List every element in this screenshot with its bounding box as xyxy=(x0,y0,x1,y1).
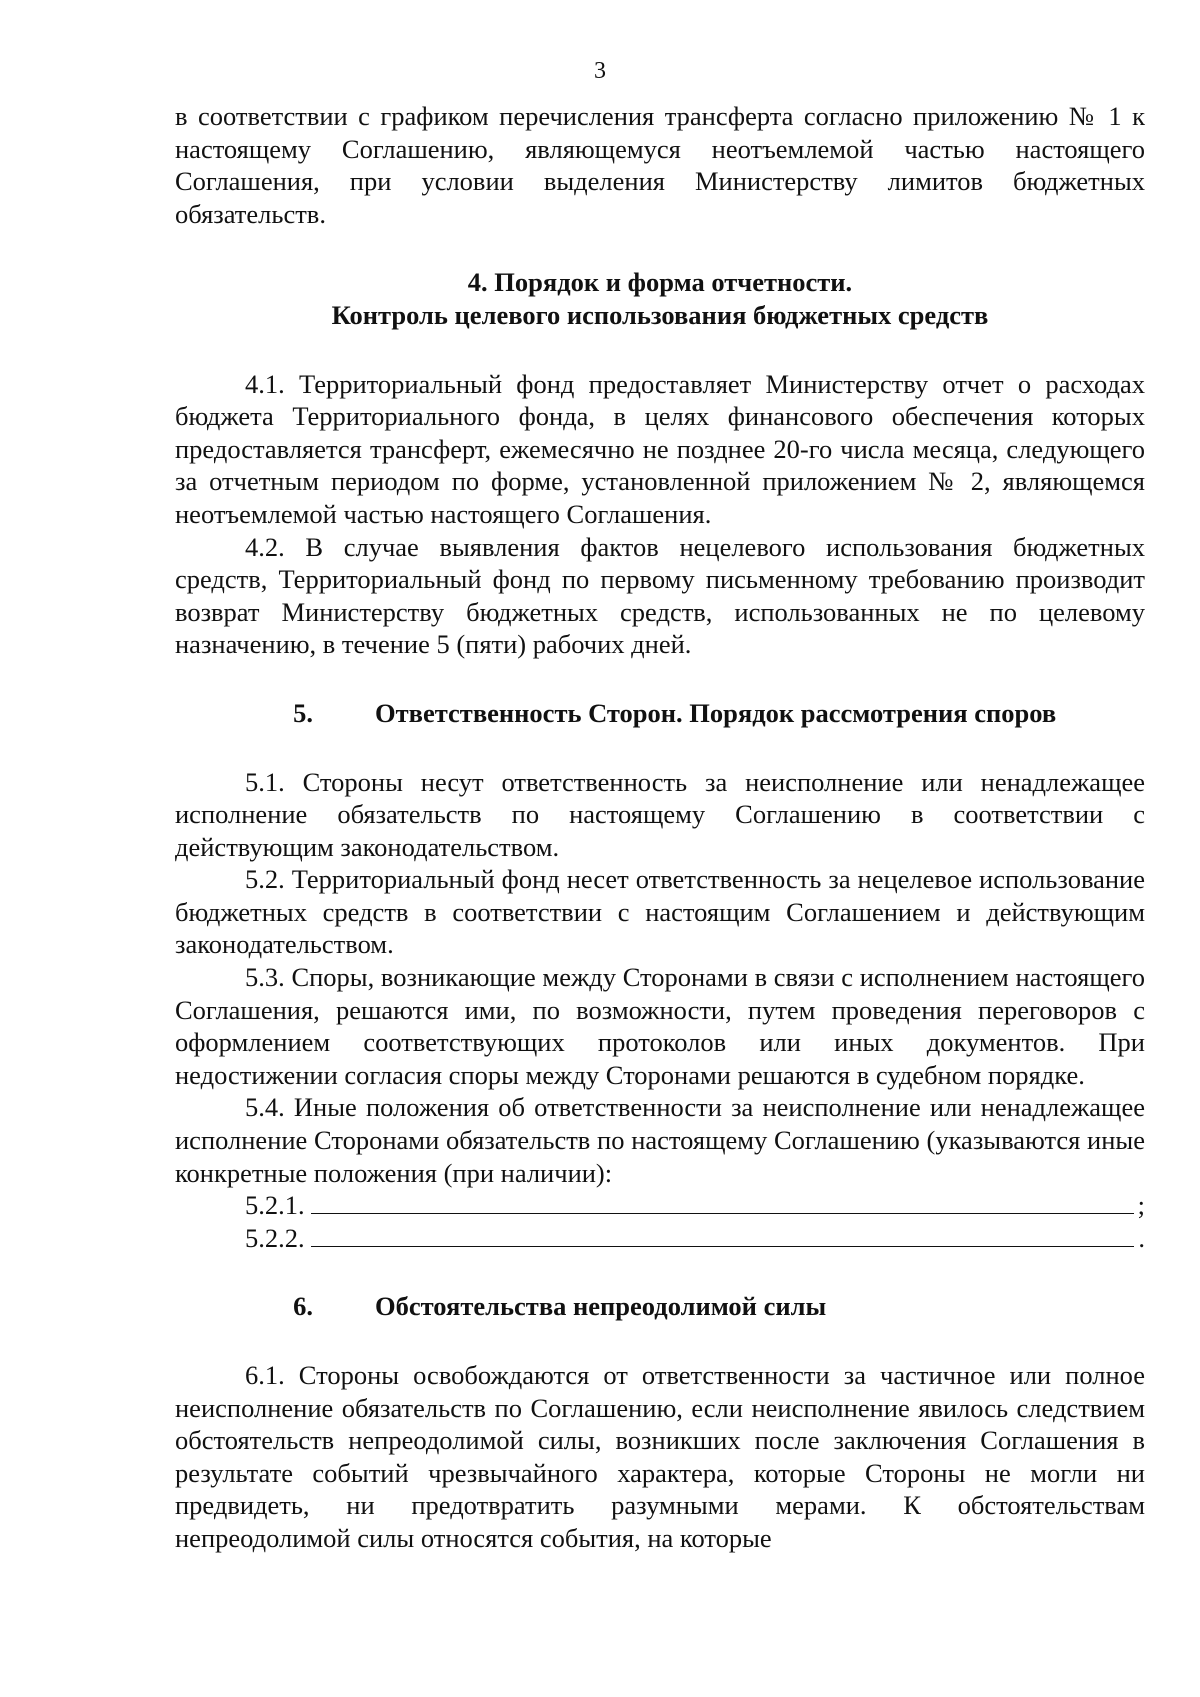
blank-label-5-2-2: 5.2.2. xyxy=(245,1222,305,1253)
document-body xyxy=(175,100,1145,1555)
section5-title: Ответственность Сторон. Порядок рассмотрения споров xyxy=(375,697,1057,728)
page-number: 3 xyxy=(594,58,606,84)
blank-label-5-2-1: 5.2.1. xyxy=(245,1190,305,1221)
blank-fill-line-2 xyxy=(311,1224,1135,1247)
blank-line-5-2-2 xyxy=(175,1222,1145,1255)
section4-title-line2: Контроль целевого использования бюджетных средств xyxy=(331,299,989,330)
section4-title-line1: 4. Порядок и форма отчетности. xyxy=(467,267,853,298)
section6-title: Обстоятельства непреодолимой силы xyxy=(375,1291,827,1322)
blank-end-5-2-2: . xyxy=(1138,1222,1145,1253)
blank-fill-line-1 xyxy=(311,1191,1134,1214)
paragraph-6-1: 6.1. Стороны освобождаются от ответственности за частичное или полное неисполнение обязательств по Соглашению, если неисполнение явилось следствием обстоятельств непреодолимой силы, возникших после заключения Соглашения в результате событий чрезвычайного характера, которые Стороны не могли ни предвидеть, ни предотвратить разумными мерами. К обстоятельствам непреодолимой силы относятся события, на которые xyxy=(175,1360,1145,1553)
blank-line-5-2-1 xyxy=(175,1189,1145,1222)
section6-number: 6. xyxy=(293,1291,313,1322)
paragraph-5-4: 5.4. Иные положения об ответственности за неисполнение или ненадлежащее исполнение Сторонами обязательств по настоящему Соглашению (указываются иные конкретные положения (при наличии): xyxy=(175,1092,1145,1188)
paragraph-5-3: 5.3. Споры, возникающие между Сторонами в связи с исполнением настоящего Соглашения, решаются ими, по возможности, путем проведения переговоров с оформлением соответствующих протоколов или иных документов. При недостижении согласия споры между Сторонами решаются в судебном порядке. xyxy=(175,962,1145,1090)
blank-end-5-2-1: ; xyxy=(1137,1190,1145,1221)
paragraph-4-1: 4.1. Территориальный фонд предоставляет Министерству отчет о расходах бюджета Территориального фонда, в целях финансового обеспечения которых предоставляется трансферт, ежемесячно не позднее 20-го числа месяца, следующего за отчетным периодом по форме, установленной приложением № 2, являющемся неотъемлемой частью настоящего Соглашения. xyxy=(175,368,1145,529)
section5-heading xyxy=(175,697,1145,730)
section5-number: 5. xyxy=(293,697,313,728)
paragraph-4-2: 4.2. В случае выявления фактов нецелевого использования бюджетных средств, Территориальный фонд по первому письменному требованию производит возврат Министерству бюджетных средств, использованных не по целевому назначению, в течение 5 (пяти) рабочих дней. xyxy=(175,531,1145,660)
paragraph-5-1: 5.1. Стороны несут ответственность за неисполнение или ненадлежащее исполнение обязательств по настоящему Соглашению в соответствии с действующим законодательством. xyxy=(175,766,1145,862)
paragraph-5-2: 5.2. Территориальный фонд несет ответственность за нецелевое использование бюджетных средств в соответствии с настоящим Соглашением и действующим законодательством. xyxy=(175,864,1145,960)
intro-paragraph: в соответствии с графиком перечисления трансферта согласно приложению № 1 к настоящему Соглашению, являющемуся неотъемлемой частью настоящего Соглашения, при условии выделения Министерству лимитов бюджетных обязательств. xyxy=(175,101,1145,229)
section6-heading xyxy=(175,1290,1145,1323)
